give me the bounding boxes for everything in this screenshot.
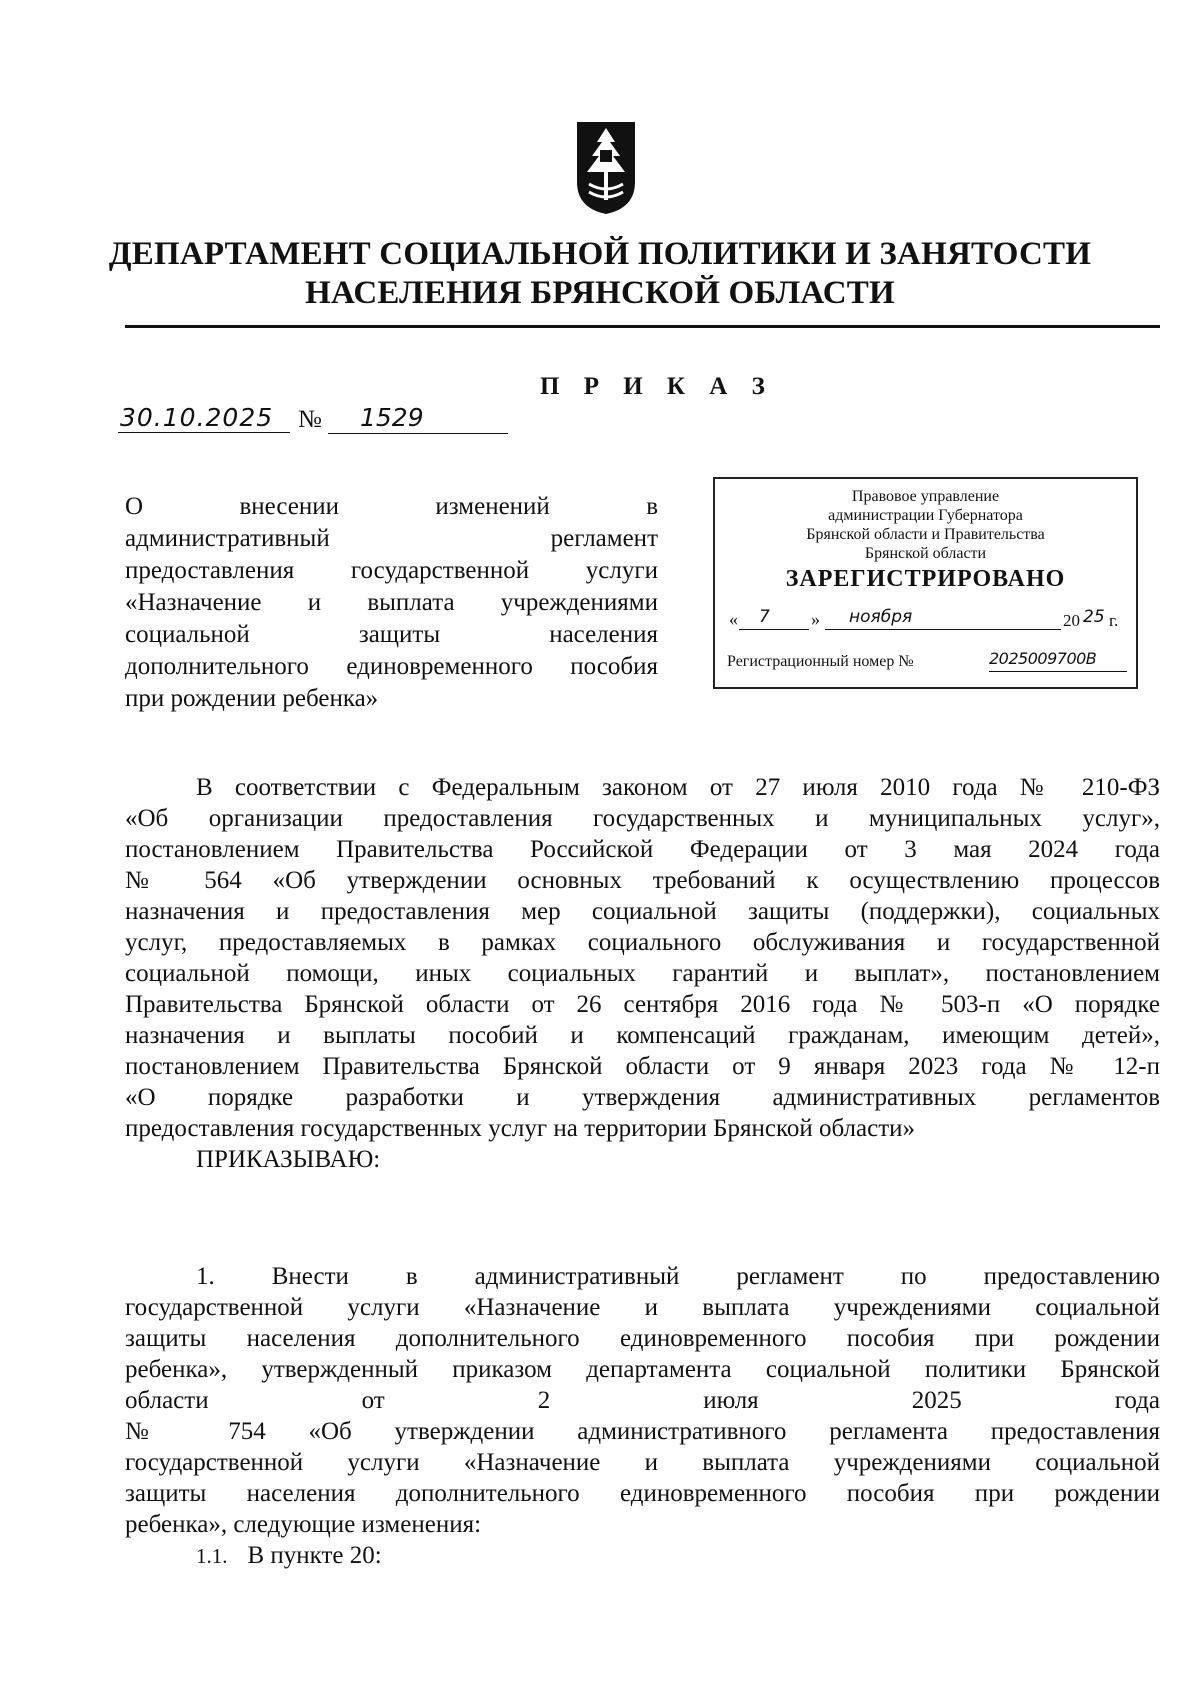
coat-of-arms-icon [575,120,637,216]
order-number: 1529 [360,403,424,432]
stamp-line: администрации Губернатора [828,507,1023,524]
sub-item-1-1 [125,1540,1160,1572]
preamble [125,772,1160,1175]
item-line: защиты населения дополнительного единовременного пособия при рождении [125,1480,1160,1507]
preamble-line: постановлением Правительства Брянской области от 9 января 2023 года № 12-п [125,1053,1160,1080]
header-divider [125,325,1160,328]
preamble-line: Правительства Брянской области от 26 сентября 2016 года № 503-п «О порядке [125,991,1160,1018]
document-title: П Р И К А З [540,373,774,400]
registration-stamp [713,477,1138,689]
preamble-line: «О порядке разработки и утверждения административных регламентов [125,1084,1160,1111]
subject-line: предоставления государственной услуги [125,557,658,584]
subject-line: административный регламент [125,525,658,552]
stamp-year-prefix: 20 [1063,611,1080,630]
stamp-registration-row [727,649,1132,679]
subject-line: О внесении изменений в [125,493,658,520]
item-line: ребенка», утвержденный приказом департамента социальной политики Брянской [125,1356,1160,1383]
item-line: области от 2 июля 2025 года [125,1387,1160,1414]
item-1 [125,1261,1160,1572]
preamble-line: В соответствии с Федеральным законом от 27 июля 2010 года № 210-ФЗ [196,774,1160,801]
preamble-line: предоставления государственных услуг на территории Брянской области» [125,1115,916,1142]
subject-line: при рождении ребенка» [125,685,379,712]
stamp-day: 7 [759,607,770,627]
preamble-line: «Об организации предоставления государственных и муниципальных услуг», [125,805,1160,832]
department-name-line1: ДЕПАРТАМЕНТ СОЦИАЛЬНОЙ ПОЛИТИКИ И ЗАНЯТОСТИ [108,236,1092,272]
order-subject [125,491,658,715]
preamble-line: назначения и выплаты пособий и компенсаций гражданам, имеющим детей», [125,1022,1160,1049]
subject-line: дополнительного единовременного пособия [125,653,658,680]
department-name-line2: НАСЕЛЕНИЯ БРЯНСКОЙ ОБЛАСТИ [305,275,895,311]
stamp-line: Брянской области и Правительства [806,526,1045,543]
stamp-line: Правовое управление [851,488,1000,505]
sub-item-number: 1.1. [196,1544,228,1568]
stamp-reg-label: Регистрационный номер № [727,653,914,670]
item-line: 1. Внести в административный регламент по предоставлению [196,1263,1160,1290]
date-underline [118,432,290,433]
stamp-year-unit: г. [1109,611,1119,630]
preamble-line: № 564 «Об утверждении основных требований к осуществлению процессов [125,867,1160,894]
stamp-line: Брянской области [864,545,987,562]
item-line: № 754 «Об утверждении административного регламента предоставления [125,1418,1160,1445]
number-underline [328,433,508,434]
stamp-reg-number: 2025009700В [989,649,1097,668]
order-word: ПРИКАЗЫВАЮ: [196,1146,381,1173]
item-line: защиты населения дополнительного единовременного пособия при рождении [125,1325,1160,1352]
stamp-year-suffix: 25 [1083,607,1105,627]
preamble-line: услуг, предоставляемых в рамках социального обслуживания и государственной [125,929,1160,956]
item-line: государственной услуги «Назначение и выплата учреждениями социальной [125,1294,1160,1321]
order-number-label: № [298,406,322,433]
stamp-date-row: « 7 » ноября 20 25 г. [729,607,1119,630]
order-date: 30.10.2025 [120,403,274,432]
sub-item-text: В пункте 20: [247,1542,382,1569]
preamble-line: назначения и предоставления мер социальной защиты (поддержки), социальных [125,898,1160,925]
stamp-month: ноября [849,607,913,627]
preamble-line: постановлением Правительства Российской Федерации от 3 мая 2024 года [125,836,1160,863]
item-line: ребенка», следующие изменения: [125,1511,482,1538]
subject-line: социальной защиты населения [125,621,658,648]
subject-line: «Назначение и выплата учреждениями [125,589,658,616]
preamble-line: социальной помощи, иных социальных гарантий и выплат», постановлением [125,960,1160,987]
item-line: государственной услуги «Назначение и выплата учреждениями социальной [125,1449,1160,1476]
stamp-registered: ЗАРЕГИСТРИРОВАНО [785,566,1066,592]
